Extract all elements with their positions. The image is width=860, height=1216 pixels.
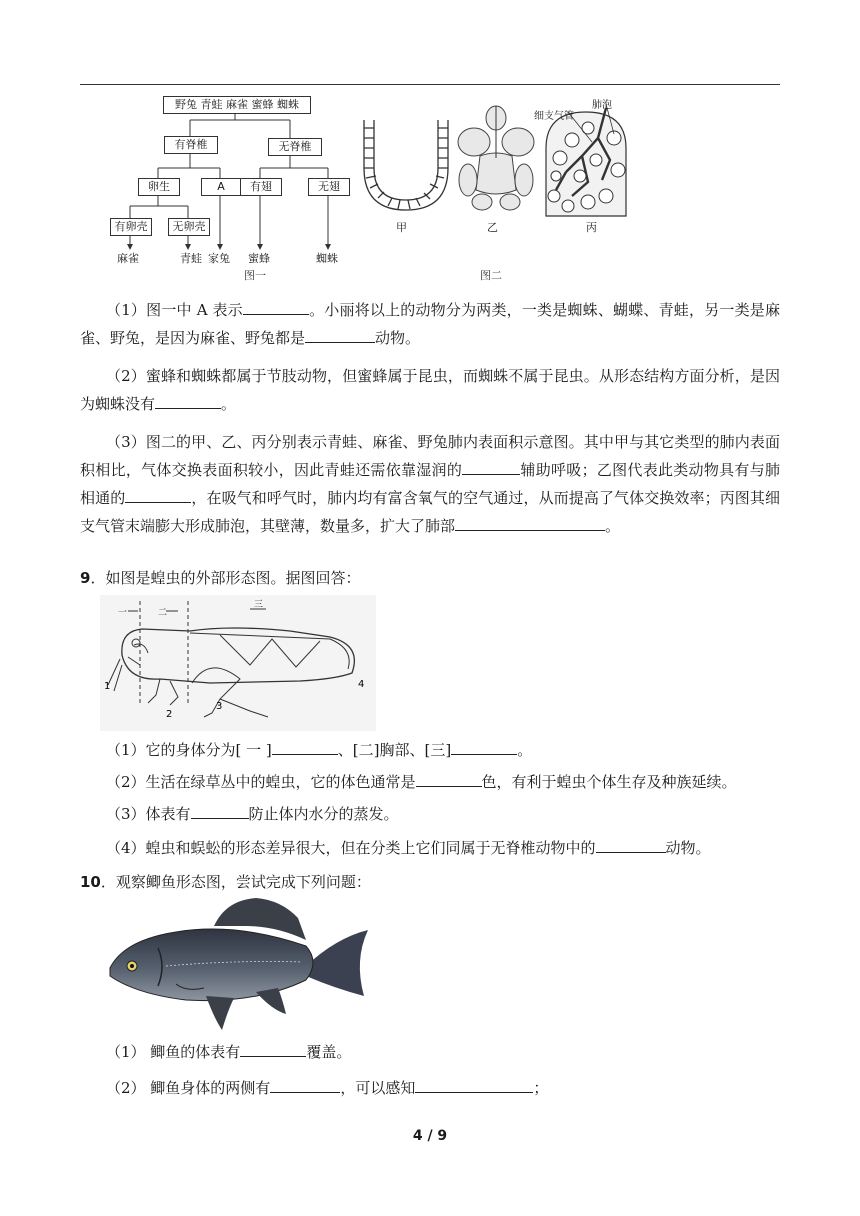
part-label-3: 3 <box>216 701 223 712</box>
answer-blank[interactable] <box>596 836 666 853</box>
q10-stem-text: ．观察鲫鱼形态图，尝试完成下列问题： <box>100 873 371 891</box>
q9-p1-text-c: 。 <box>517 741 533 759</box>
tree-vertebrate-box: 有脊椎 <box>164 136 218 154</box>
answer-blank[interactable] <box>243 298 309 315</box>
answer-blank[interactable] <box>270 1076 340 1093</box>
label-alveolus: 肺泡 <box>592 100 612 111</box>
q9-p4-text-a: （4）蝗虫和蜈蚣的形态差异很大，但在分类上它们同属于无脊椎动物中的 <box>106 839 596 857</box>
bird-lung-drawing <box>458 106 534 210</box>
q9-number: 9 <box>80 569 91 587</box>
tree-wingless-box: 无翅 <box>308 178 350 196</box>
answer-blank[interactable] <box>272 738 338 755</box>
tree-invertebrate-box: 无脊椎 <box>268 138 322 156</box>
q8-p2-text-a: （2）蜜蜂和蜘蛛都属于节肢动物，但蜜蜂属于昆虫，而蜘蛛不属于昆虫。从形态结构方面分析，是因为蜘蛛没有 <box>80 367 780 413</box>
q10-p1-text-b: 覆盖。 <box>306 1043 352 1061</box>
q10-p2-text-a: （2） 鲫鱼身体的两侧有 <box>106 1079 271 1097</box>
label-jia: 甲 <box>396 221 407 234</box>
label-bronchiole: 细支气管 <box>534 111 574 122</box>
answer-blank[interactable] <box>305 326 375 343</box>
q10-part1 <box>80 1038 780 1066</box>
q9-p3-text-a: （3）体表有 <box>106 805 191 823</box>
q8-p2-text-b: 。 <box>221 395 237 413</box>
q9-p1-text-a: （1）它的身体分为[ 一 ] <box>106 741 272 759</box>
q9-stem <box>80 564 780 592</box>
part-label-2: 2 <box>166 709 173 720</box>
tree-leaf-sparrow: 麻雀 <box>117 252 139 265</box>
q8-p1-text-a: （1）图一中 A 表示 <box>106 301 243 319</box>
label-yi: 乙 <box>487 221 498 234</box>
tree-connector-lines <box>100 92 360 262</box>
figure-2-caption: 图二 <box>480 269 502 282</box>
tree-a-box: A <box>201 178 241 196</box>
answer-blank[interactable] <box>451 738 517 755</box>
q10-number: 10 <box>80 873 101 891</box>
q9-p4-text-b: 动物。 <box>665 839 711 857</box>
q10-p2-text-c: ； <box>533 1079 549 1097</box>
q10-p1-text-a: （1） 鲫鱼的体表有 <box>106 1043 241 1061</box>
q8-p3-text-c: ，在吸气和呼气时，肺内均有富含氧气的空气通过，从而提高了气体交换效率；丙图其细支气管末端膨大形成肺泡，其壁薄，数量多，扩大了肺部 <box>80 489 780 535</box>
q9-part2 <box>80 768 780 796</box>
segment-label-1: 一 <box>118 608 128 618</box>
q10-p2-text-b: ，可以感知 <box>340 1079 416 1097</box>
q10-part2 <box>80 1074 780 1102</box>
q8-p3-text-d: 。 <box>605 517 621 535</box>
tree-leaf-frog: 青蛙 <box>180 252 202 265</box>
q9-p1-text-b: 、[二]胸部、[三] <box>337 741 452 759</box>
answer-blank[interactable] <box>416 770 482 787</box>
tree-no-shell-egg-box: 无卵壳 <box>168 218 210 236</box>
q9-stem-text: ．如图是蝗虫的外部形态图。据图回答： <box>90 569 361 587</box>
q9-part3 <box>80 800 780 828</box>
page-number: 4 / 9 <box>412 1128 448 1144</box>
crucian-carp-figure <box>106 896 368 1032</box>
q9-p3-text-b: 防止体内水分的蒸发。 <box>248 805 399 823</box>
q8-p1-text-c: 动物。 <box>375 329 421 347</box>
q9-p2-text-a: （2）生活在绿草丛中的蝗虫，它的体色通常是 <box>106 773 416 791</box>
answer-blank[interactable] <box>125 486 191 503</box>
q8-part1 <box>80 296 780 352</box>
mammal-lung-drawing <box>546 108 626 216</box>
answer-blank[interactable] <box>415 1076 533 1093</box>
lung-illustrations <box>356 98 636 228</box>
tree-shell-egg-box: 有卵壳 <box>110 218 152 236</box>
q8-part3 <box>80 428 780 540</box>
q8-p3-text-a: （3）图二的甲、乙、丙分别表示青蛙、麻雀、野兔肺内表面积示意图。其中甲与其它类型的肺内表面积相比，气体交换表面积较小，因此青蛙还需依靠湿润的 <box>80 433 780 479</box>
q8-part2 <box>80 362 780 418</box>
q9-part1 <box>80 736 780 764</box>
frog-lung-drawing <box>364 120 448 210</box>
part-label-4: 4 <box>358 679 365 690</box>
grasshopper-figure <box>100 595 376 731</box>
q9-p2-text-b: 色，有利于蝗虫个体生存及种族延续。 <box>481 773 737 791</box>
q10-stem <box>80 868 780 896</box>
tree-oviparous-box: 卵生 <box>138 178 180 196</box>
answer-blank[interactable] <box>462 458 520 475</box>
tree-leaf-rabbit: 家兔 <box>208 252 230 265</box>
tree-root-box: 野兔 青蛙 麻雀 蜜蜂 蜘蛛 <box>163 96 311 114</box>
label-bing: 丙 <box>586 221 597 234</box>
q8-p1-text-b: 。小丽将以上的动物分为两类，一类是蜘蛛、蝴蝶、青蛙，另一类是麻雀、野兔，是因为麻雀、野兔都是 <box>80 301 780 347</box>
part-label-1: 1 <box>104 681 111 692</box>
q8-p3-text-b: 辅助呼吸；乙图代表此类动物具有与肺相通的 <box>80 461 780 507</box>
header-rule <box>80 84 780 85</box>
answer-blank[interactable] <box>191 802 249 819</box>
answer-blank[interactable] <box>240 1040 306 1057</box>
tree-leaf-bee: 蜜蜂 <box>248 252 270 265</box>
q9-part4 <box>80 834 780 862</box>
segment-label-3: 三 <box>254 600 264 610</box>
tree-leaf-spider: 蜘蛛 <box>316 252 338 265</box>
answer-blank[interactable] <box>155 392 221 409</box>
answer-blank[interactable] <box>455 514 605 531</box>
tree-winged-box: 有翅 <box>240 178 282 196</box>
segment-label-2: 二 <box>158 608 168 618</box>
figure-1-caption: 图一 <box>244 269 266 282</box>
